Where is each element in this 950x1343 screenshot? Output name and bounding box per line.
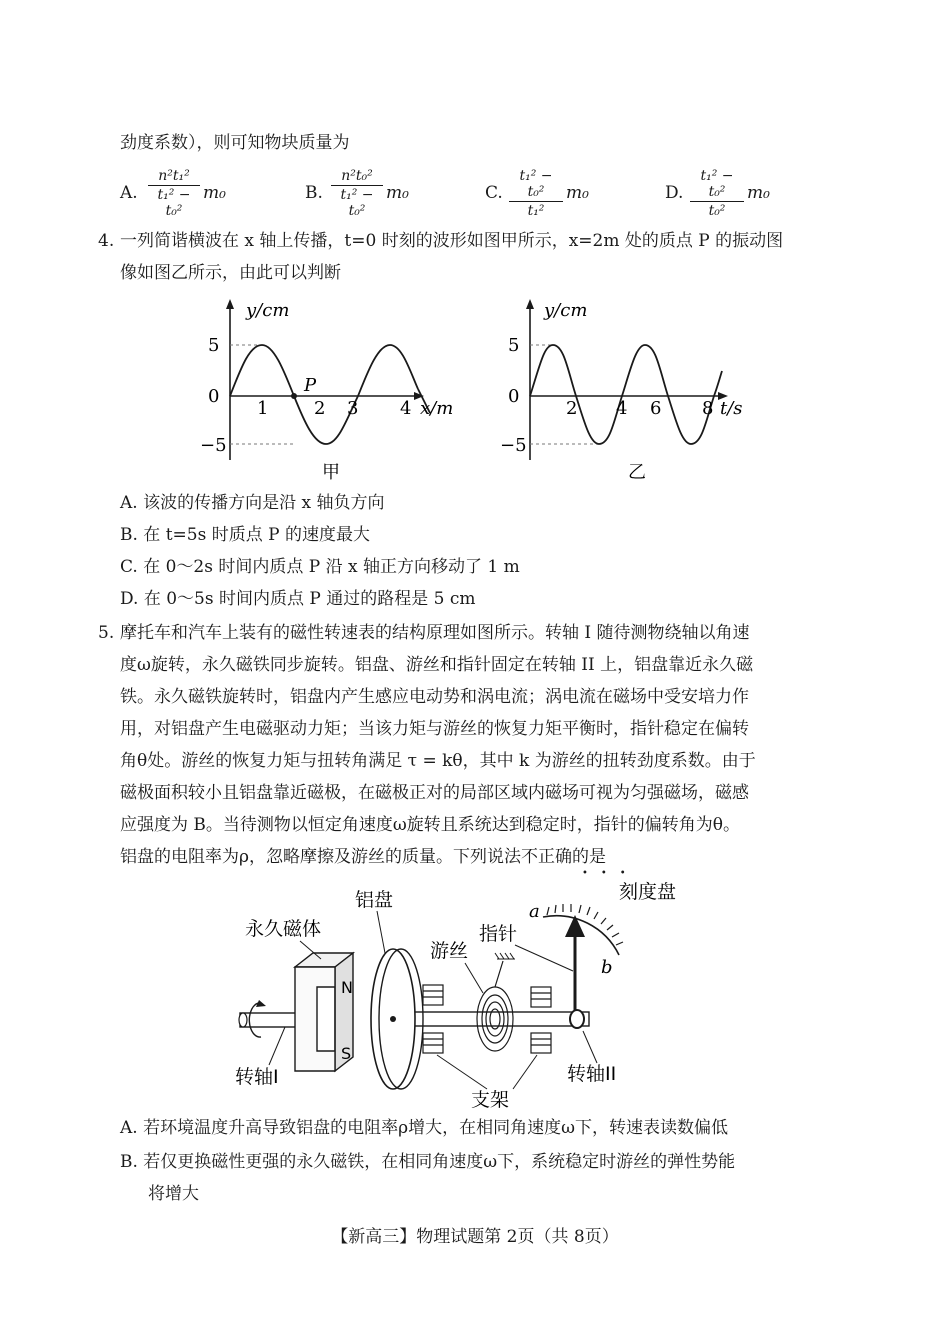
y-axis-arrow xyxy=(526,299,534,309)
q5-option-b[interactable]: B. 若仅更换磁性更强的永久磁铁，在相同角速度ω下，系统稳定时游丝的弹性势能 xyxy=(120,1152,736,1172)
q5-number: 5. xyxy=(98,623,115,643)
y-tick: 0 xyxy=(508,386,520,407)
q5-stem-line: 磁极面积较小且铝盘靠近磁极，在磁极正对的局部区域内磁场可视为匀强磁场，磁感 xyxy=(120,783,749,803)
label-dial: 刻度盘 xyxy=(619,881,677,903)
x-tick: 6 xyxy=(650,398,662,419)
q4-option-c[interactable]: C. 在 0～2s 时间内质点 P 沿 x 轴正方向移动了 1 m xyxy=(120,557,520,577)
q5-stem-line: 铁。永久磁铁旋转时，铝盘内产生感应电动势和涡电流；涡电流在磁场中受安培力作 xyxy=(120,687,749,707)
wave-graph-jia xyxy=(190,293,470,483)
q5-stem-line: 铝盘的电阻率为ρ，忽略摩擦及游丝的质量。下列说法不正确的是 xyxy=(120,847,606,867)
wave-curve xyxy=(230,345,418,444)
option-letter: B. xyxy=(305,183,323,203)
option-fraction: $\frac{\text{t₁² − t₀²}}{\text{t₀²}}$ xyxy=(690,168,744,219)
x-tick: 2 xyxy=(566,398,578,419)
figure-caption: 甲 xyxy=(322,462,340,483)
q4-option-d[interactable]: D. 在 0～5s 时间内质点 P 通过的路程是 5 cm xyxy=(120,589,476,609)
vibration-curve xyxy=(530,345,722,444)
x-tick: 4 xyxy=(400,398,412,419)
x-axis-label: t/s xyxy=(720,398,743,419)
option-letter: D. xyxy=(665,183,684,203)
q5-stem-line: 用，对铝盘产生电磁驱动力矩；当该力矩与游丝的恢复力矩平衡时，指针稳定在偏转 xyxy=(120,719,749,739)
label-disk: 铝盘 xyxy=(355,889,394,911)
magnet-n-label: N xyxy=(341,978,353,997)
dial-mark-b: b xyxy=(601,957,613,978)
rotation-arrow-head xyxy=(256,1000,266,1007)
x-tick: 4 xyxy=(616,398,628,419)
dial-mark-a: a xyxy=(529,901,540,922)
shaft-end xyxy=(239,1013,247,1027)
q5-stem-line: 应强度为 B。当待测物以恒定角速度ω旋转且系统达到稳定时，指针的偏转角为θ。 xyxy=(120,815,740,835)
y-tick: 5 xyxy=(508,335,520,356)
option-letter: C. xyxy=(485,183,503,203)
x-tick: 1 xyxy=(257,398,269,419)
label-magnet: 永久磁体 xyxy=(245,918,322,940)
q4-number: 4. xyxy=(98,231,115,251)
q5-option-b-cont: 将增大 xyxy=(148,1184,199,1204)
page-footer: 【新高三】物理试题第 2页（共 8页） xyxy=(331,1227,619,1247)
tachometer-diagram xyxy=(225,875,705,1110)
option-letter: A. xyxy=(120,183,138,203)
y-tick: −5 xyxy=(500,435,527,456)
x-tick: 8 xyxy=(702,398,714,419)
x-axis-label: x/m xyxy=(420,398,454,419)
y-axis-arrow xyxy=(226,299,234,309)
option-fraction: $\frac{\text{n²t₀²}}{\text{t₁² − t₀²}}$ xyxy=(331,168,383,219)
mass-symbol: m₀ xyxy=(747,183,770,203)
label-spring: 游丝 xyxy=(430,940,469,962)
figure-caption: 乙 xyxy=(628,462,646,483)
label-support: 支架 xyxy=(471,1089,510,1110)
q4-option-a[interactable]: A. 该波的传播方向是沿 x 轴负方向 xyxy=(120,493,385,513)
q4-stem-line2: 像如图乙所示，由此可以判断 xyxy=(120,263,341,283)
y-tick: −5 xyxy=(200,435,227,456)
mass-symbol: m₀ xyxy=(566,183,589,203)
emphasis-dots: ••• xyxy=(582,868,639,879)
label-shaft-two: 转轴II xyxy=(567,1063,617,1085)
point-p xyxy=(291,393,297,399)
option-fraction: $\frac{\text{t₁² − t₀²}}{\text{t₁²}}$ xyxy=(509,168,563,219)
q4-option-b[interactable]: B. 在 t=5s 时质点 P 的速度最大 xyxy=(120,525,370,545)
label-pointer: 指针 xyxy=(479,923,518,945)
magnet-front xyxy=(295,967,335,1071)
q5-option-a[interactable]: A. 若环境温度升高导致铝盘的电阻率ρ增大，在相同角速度ω下，转速表读数偏低 xyxy=(120,1118,728,1138)
y-axis-label: y/cm xyxy=(246,300,290,321)
wave-curve-head xyxy=(300,345,422,444)
q3-stem-continuation: 劲度系数），则可知物块质量为 xyxy=(120,133,350,153)
y-axis-label: y/cm xyxy=(544,300,588,321)
magnet-s-label: S xyxy=(341,1044,352,1063)
mass-symbol: m₀ xyxy=(386,183,409,203)
q5-stem-line: 角θ处。游丝的恢复力矩与扭转角满足 τ = kθ，其中 k 为游丝的扭转劲度系数。由于 xyxy=(120,751,756,771)
disk-center xyxy=(390,1016,396,1022)
spiral-spring xyxy=(477,961,513,1051)
spring-anchor xyxy=(495,953,515,959)
pointer-hub xyxy=(570,1010,584,1028)
label-shaft-one: 转轴I xyxy=(235,1066,279,1088)
q4-stem-line1: 一列简谐横波在 x 轴上传播，t=0 时刻的波形如图甲所示，x=2m 处的质点 P 的振动图 xyxy=(120,231,784,251)
q5-stem-line: 度ω旋转，永久磁铁同步旋转。铝盘、游丝和指针固定在转轴 II 上，铝盘靠近永久磁 xyxy=(120,655,754,675)
mass-symbol: m₀ xyxy=(203,183,226,203)
x-tick: 2 xyxy=(314,398,326,419)
y-tick: 5 xyxy=(208,335,220,356)
q5-stem-line: 摩托车和汽车上装有的磁性转速表的结构原理如图所示。转轴 I 随待测物绕轴以角速 xyxy=(120,623,750,643)
option-fraction: $\frac{\text{n²t₁²}}{\text{t₁² − t₀²}}$ xyxy=(148,168,200,219)
point-p-label: P xyxy=(304,375,317,396)
y-tick: 0 xyxy=(208,386,220,407)
x-tick: 3 xyxy=(347,398,359,419)
dial-ticks xyxy=(547,904,623,945)
vibration-graph-yi xyxy=(492,293,762,483)
